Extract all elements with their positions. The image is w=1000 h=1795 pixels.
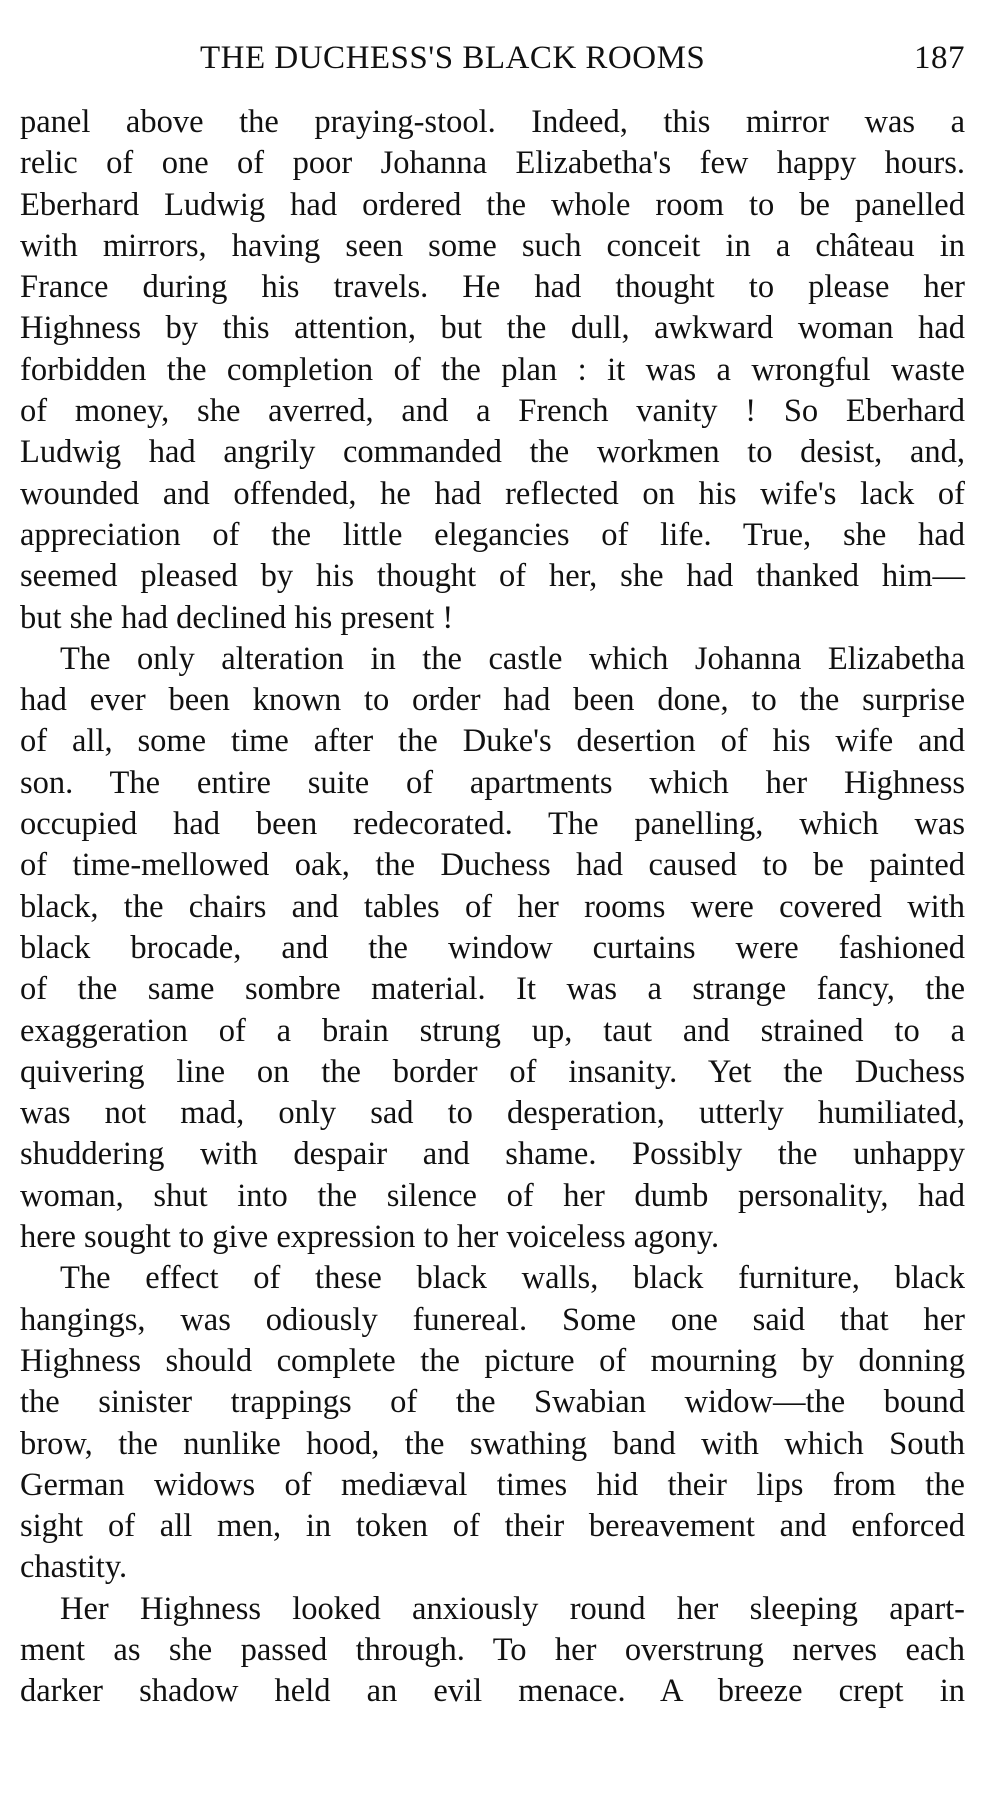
text-line: relic of one of poor Johanna Elizabetha's few happy hours.	[20, 145, 965, 182]
text-line: occupied had been redecorated. The panelling, which was	[20, 806, 965, 843]
book-page	[20, 40, 965, 1713]
text-line: France during his travels. He had thought to please her	[20, 269, 965, 306]
text-line: panel above the praying-stool. Indeed, this mirror was a	[20, 104, 965, 140]
text-line: German widows of mediæval times hid their lips from the	[20, 1466, 965, 1503]
text-line: sight of all men, in token of their bereavement and enforced	[20, 1508, 965, 1545]
text-line: shuddering with despair and shame. Possibly the unhappy	[20, 1136, 965, 1173]
text-line: exaggeration of a brain strung up, taut and strained to a	[20, 1012, 965, 1049]
paragraph	[20, 102, 965, 639]
text-line: with mirrors, having seen some such conceit in a château in	[20, 227, 965, 264]
text-line: of the same sombre material. It was a strange fancy, the	[20, 971, 965, 1008]
text-line: Ludwig had angrily commanded the workmen to desist, and,	[20, 434, 965, 471]
text-line: chastity.	[20, 1549, 128, 1586]
page-number: 187	[914, 40, 965, 76]
paragraph	[20, 1258, 965, 1588]
text-line: of time-mellowed oak, the Duchess had caused to be painted	[20, 847, 965, 884]
body-text	[20, 102, 965, 1713]
text-line: woman, shut into the silence of her dumb personality, had	[20, 1177, 965, 1214]
text-line: had ever been known to order had been done, to the surprise	[20, 682, 965, 719]
text-line: appreciation of the little elegancies of life. True, she had	[20, 516, 965, 553]
text-line: Highness should complete the picture of mourning by donning	[20, 1342, 965, 1379]
text-line: darker shadow held an evil menace. A breeze crept in	[20, 1673, 965, 1710]
text-line: Her Highness looked anxiously round her sleeping apart-	[60, 1590, 965, 1627]
text-line: hangings, was odiously funereal. Some one said that her	[20, 1301, 965, 1338]
text-line: quivering line on the border of insanity. Yet the Duchess	[20, 1053, 965, 1090]
text-line: Highness by this attention, but the dull, awkward woman had	[20, 310, 965, 347]
text-line: black, the chairs and tables of her rooms were covered with	[20, 888, 965, 925]
text-line: but she had declined his present !	[20, 599, 454, 636]
running-title: THE DUCHESS'S BLACK ROOMS	[200, 40, 706, 76]
text-line: Eberhard Ludwig had ordered the whole room to be panelled	[20, 186, 965, 223]
text-line: seemed pleased by his thought of her, she had thanked him—	[20, 558, 965, 595]
text-line: son. The entire suite of apartments which her Highness	[20, 764, 965, 801]
text-line: The only alteration in the castle which Johanna Elizabetha	[60, 640, 965, 677]
text-line: was not mad, only sad to desperation, utterly humiliated,	[20, 1095, 965, 1132]
paragraph	[20, 1589, 965, 1713]
paragraph	[20, 639, 965, 1258]
text-line: ment as she passed through. To her overstrung nerves each	[20, 1631, 965, 1668]
text-line: wounded and offended, he had reflected on his wife's lack of	[20, 475, 965, 512]
text-line: The effect of these black walls, black furniture, black	[60, 1260, 965, 1297]
running-head	[20, 40, 965, 90]
text-line: brow, the nunlike hood, the swathing band with which South	[20, 1425, 965, 1462]
text-line: the sinister trappings of the Swabian widow—the bound	[20, 1384, 965, 1421]
text-line: black brocade, and the window curtains were fashioned	[20, 929, 965, 966]
text-line: of all, some time after the Duke's desertion of his wife and	[20, 723, 965, 760]
text-line: here sought to give expression to her voiceless agony.	[20, 1219, 720, 1256]
text-line: of money, she averred, and a French vanity ! So Eberhard	[20, 393, 965, 430]
text-line: forbidden the completion of the plan : it was a wrongful waste	[20, 351, 965, 388]
